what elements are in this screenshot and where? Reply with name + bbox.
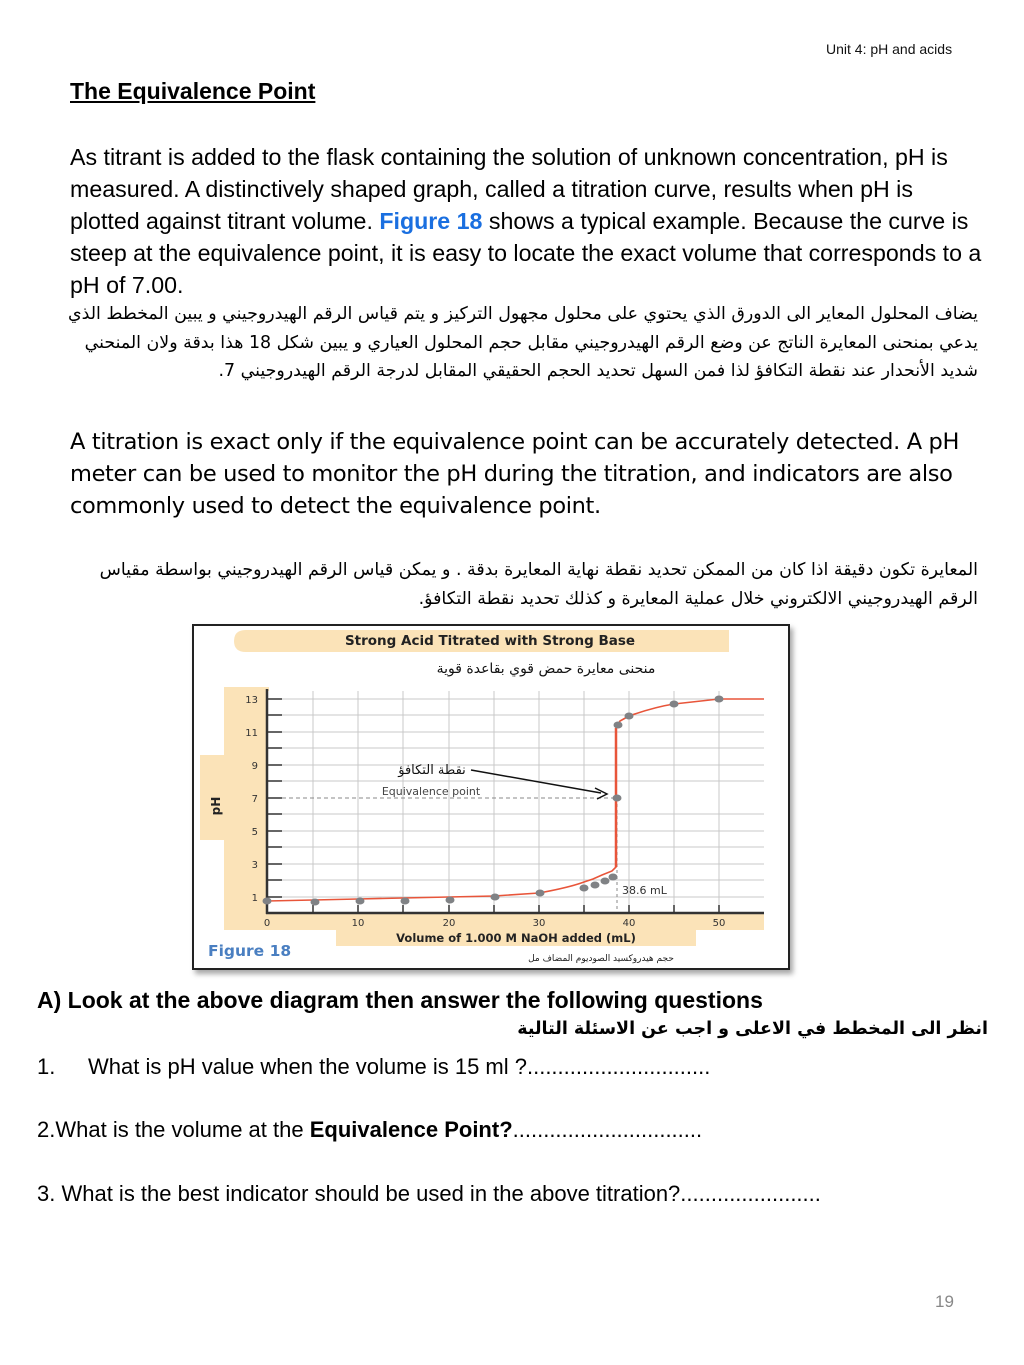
question-3-number: 3.	[37, 1181, 56, 1206]
unit-header: Unit 4: pH and acids	[826, 41, 953, 57]
question-1-number: 1.	[37, 1054, 56, 1079]
figure-18-link[interactable]: Figure 18	[379, 208, 483, 234]
question-2-bold-text: Equivalence Point?	[309, 1117, 513, 1142]
y-axis-label: pH	[209, 796, 223, 816]
svg-text:7: 7	[251, 794, 258, 805]
x-axis-label-arabic: حجم هيدروكسيد الصوديوم المضاف مل	[528, 954, 674, 964]
question-1-blank[interactable]: ..............................	[526, 1054, 711, 1079]
question-1-text: What is pH value when the volume is 15 ml ?	[88, 1054, 527, 1079]
titration-paragraph: A titration is exact only if the equivalence point can be accurately detected. A pH meter can be used to monitor the pH during the titration, and indicators are also commonly used to detect the equivalence point.	[70, 429, 960, 519]
svg-text:50: 50	[712, 918, 726, 929]
titration-curve-chart	[194, 626, 788, 968]
svg-text:0: 0	[263, 918, 271, 929]
intro-text-start: As titrant is added to the flask containing the solution of unknown concentration, pH is measured. A distinctively shaped graph, called a titration curve, results when pH is plotted against titrant volume.	[70, 144, 948, 234]
eq-volume-label: 38.6 mL	[622, 884, 667, 897]
titration-arabic-paragraph: المعايرة تكون دقيقة اذا كان من الممكن تحديد نقطة نهاية المعايرة بدقة . و يمكن قياس الرقم الهيدروجيني بواسطة مقياس الرقم الهيدروجيني الالكتروني خلال عملية المعايرة و كذلك تحديد نقطة التكافؤ.	[99, 560, 978, 609]
svg-text:3: 3	[251, 860, 258, 871]
chart-title-arabic: منحنى معايرة حمض قوي بقاعدة قوية	[436, 661, 656, 677]
svg-text:9: 9	[251, 761, 258, 772]
question-3	[37, 1181, 821, 1207]
question-2-text: What is the volume at the	[55, 1117, 310, 1142]
question-2	[37, 1117, 702, 1143]
svg-text:20: 20	[442, 918, 456, 929]
svg-text:40: 40	[622, 918, 636, 929]
figure-18	[192, 624, 790, 970]
page-number: 19	[935, 1292, 954, 1311]
question-3-blank[interactable]: .......................	[680, 1181, 821, 1206]
svg-text:10: 10	[351, 918, 365, 929]
question-1	[37, 1054, 710, 1080]
question-2-number: 2.	[37, 1117, 56, 1142]
svg-text:11: 11	[245, 728, 258, 739]
question-2-blank[interactable]: ...............................	[512, 1117, 703, 1142]
question-3-text: What is the best indicator should be used in the above titration?	[55, 1181, 681, 1206]
questions-heading: A) Look at the above diagram then answer the following questions	[37, 987, 763, 1013]
intro-paragraph	[70, 141, 985, 301]
svg-text:5: 5	[251, 827, 258, 838]
page-title: The Equivalence Point	[70, 78, 316, 104]
equivalence-label: Equivalence point	[381, 785, 481, 798]
chart-title: Strong Acid Titrated with Strong Base	[344, 633, 636, 649]
figure-caption: Figure 18	[208, 942, 292, 960]
svg-text:30: 30	[532, 918, 546, 929]
questions-heading-arabic: انظر الى المخطط في الاعلى و اجب عن الاسئلة التالية	[517, 1019, 988, 1039]
svg-text:1: 1	[251, 893, 258, 904]
equivalence-label-arabic: نقطة التكافؤ	[398, 763, 466, 778]
intro-arabic-paragraph: يضاف المحلول المعاير الى الدورق الذي يحتوي على محلول مجهول التركيز و يتم قياس الرقم الهيدروجيني و يبين المخطط الذي يدعي بمنحنى المعايرة الناتج عن وضع الرقم الهيدروجيني مقابل حجم المحلول العياري و يبين شكل 18 هذا بدقة ولان المنحني شديد الأنحدار عند نقطة التكافؤ لذا فمن السهل تحديد الحجم الحقيقي المقابل لدرجة الرقم الهيدروجيني 7.	[68, 304, 978, 381]
x-axis-label: Volume of 1.000 M NaOH added (mL)	[396, 931, 636, 945]
svg-text:13: 13	[245, 695, 258, 706]
intro-text-end: shows a typical example. Because the curve is steep at the equivalence point, it is easy to locate the exact volume that corresponds to a pH of 7.00.	[70, 208, 982, 298]
